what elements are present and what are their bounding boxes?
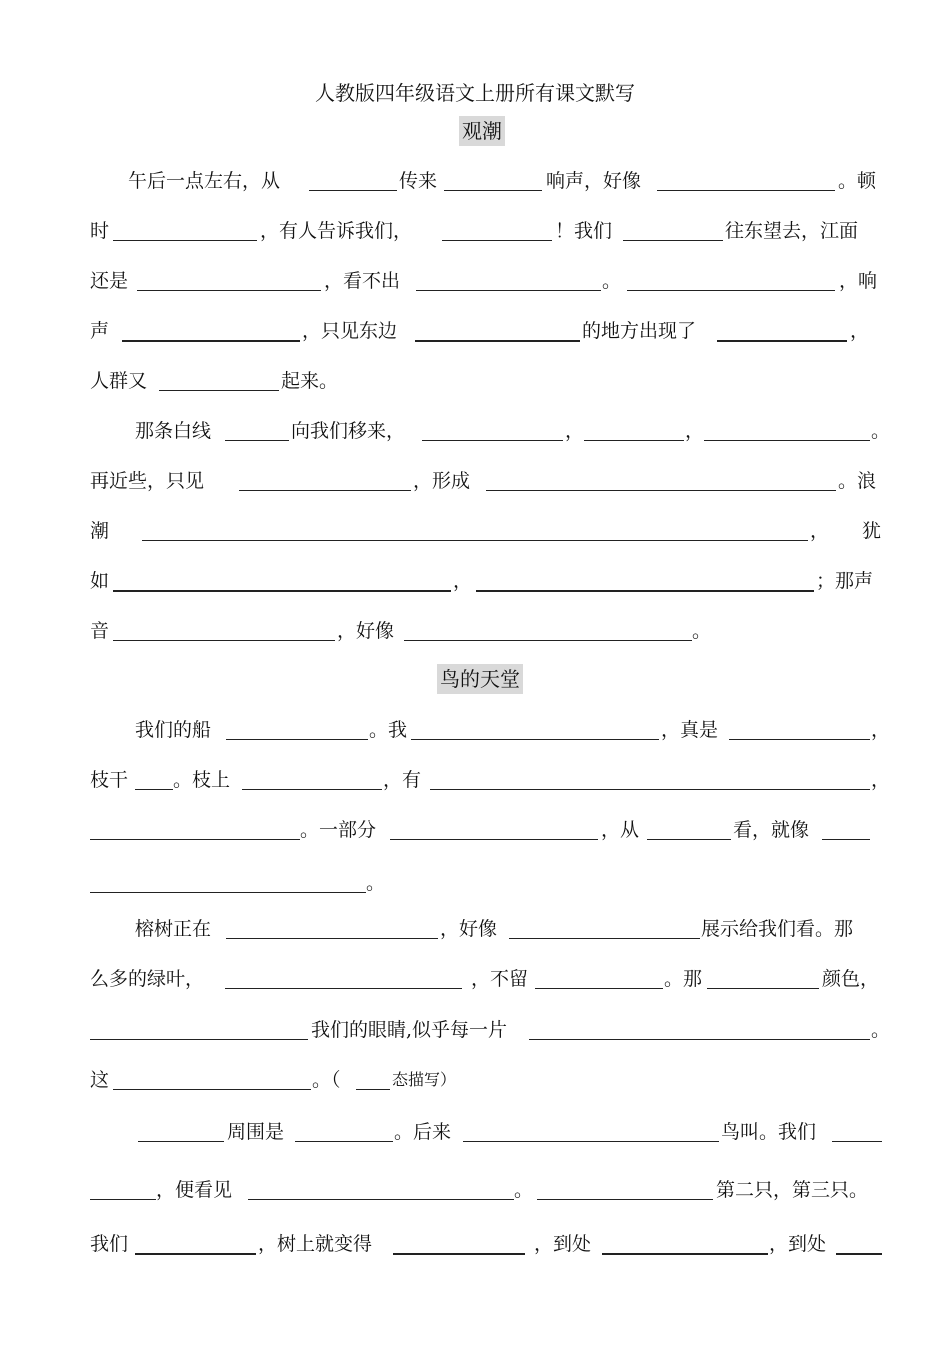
blank: [404, 640, 692, 641]
text-segment: 。: [602, 270, 622, 292]
blank: [717, 340, 847, 342]
text-segment: ，有人告诉我们，: [260, 220, 413, 242]
text-line: [0, 316, 950, 346]
blank: [226, 739, 368, 740]
text-segment: 这: [90, 1069, 110, 1091]
text-line: [0, 868, 950, 898]
text-segment: 。: [871, 1019, 891, 1041]
text-segment: ，有: [383, 769, 422, 791]
text-line: [0, 765, 950, 795]
text-segment: ，不留: [471, 968, 529, 990]
blank: [836, 1253, 882, 1255]
blank: [138, 1141, 224, 1142]
blank: [627, 290, 835, 291]
text-line: [0, 964, 950, 994]
text-segment: 。浪: [838, 470, 877, 492]
text-segment: 榕树正在: [135, 918, 212, 940]
text-line: [0, 266, 950, 296]
text-segment: 人群又: [90, 370, 148, 392]
text-segment: 。枝上: [173, 769, 231, 791]
text-segment: ，好像: [440, 918, 498, 940]
text-segment: ！我们: [555, 220, 613, 242]
blank: [122, 340, 300, 342]
blank: [159, 390, 279, 391]
text-line: [0, 715, 950, 745]
text-segment: 。顿: [838, 170, 877, 192]
text-segment: ，好像: [337, 620, 395, 642]
blank: [509, 938, 700, 939]
blank: [647, 839, 731, 840]
text-segment: 。（: [312, 1069, 341, 1091]
blank: [584, 440, 684, 441]
blank: [822, 839, 870, 840]
text-segment: ，只见东边: [302, 320, 398, 342]
text-line: [0, 166, 950, 196]
text-line: [0, 616, 950, 646]
text-segment: 传来: [399, 170, 438, 192]
text-segment: 鸟叫。我们: [721, 1121, 817, 1143]
blank: [248, 1199, 514, 1200]
blank: [537, 1199, 713, 1200]
text-segment: 么多的绿叶，: [90, 968, 205, 990]
blank: [444, 190, 542, 191]
blank: [113, 1089, 311, 1090]
blank: [832, 1141, 882, 1142]
text-segment: 音: [90, 620, 110, 642]
text-line: [0, 1015, 950, 1045]
text-line: [0, 914, 950, 944]
text-segment: 展示给我们看。那: [701, 918, 854, 940]
blank: [242, 789, 382, 790]
text-segment: 态描写）: [392, 1070, 457, 1089]
text-segment: ，: [850, 320, 870, 342]
text-segment: 响声，好像: [546, 170, 642, 192]
text-line: [0, 1065, 950, 1095]
blank: [90, 892, 366, 893]
text-line: [0, 566, 950, 596]
blank: [707, 988, 819, 989]
text-segment: ，形成: [413, 470, 471, 492]
text-segment: 起来。: [281, 370, 339, 392]
blank: [142, 540, 808, 541]
text-line: [0, 216, 950, 246]
blank: [226, 938, 438, 939]
blank: [113, 640, 335, 641]
blank: [309, 190, 397, 191]
text-segment: ，: [565, 420, 585, 442]
blank: [135, 1253, 256, 1255]
blank: [390, 839, 598, 840]
blank: [90, 1039, 308, 1040]
text-segment: ，便看见: [156, 1179, 233, 1201]
blank: [463, 1141, 719, 1142]
text-segment: 。我: [369, 719, 408, 741]
text-segment: 看，就像: [733, 819, 810, 841]
blank: [225, 440, 289, 441]
blank: [239, 490, 411, 491]
blank: [704, 440, 870, 441]
text-segment: 枝干: [90, 769, 129, 791]
text-segment: 。: [871, 420, 891, 442]
blank: [356, 1089, 390, 1090]
text-segment: ，真是: [661, 719, 719, 741]
text-segment: 还是: [90, 270, 129, 292]
blank: [225, 988, 462, 989]
text-line: [0, 366, 950, 396]
blank: [137, 290, 321, 291]
blank: [90, 839, 300, 840]
text-segment: 我们的眼睛,似乎每一片: [311, 1019, 508, 1041]
blank: [411, 739, 659, 740]
text-segment: 我们的船: [135, 719, 212, 741]
text-segment: 。一部分: [300, 819, 377, 841]
blank: [295, 1141, 393, 1142]
text-segment: ，树上就变得: [258, 1233, 373, 1255]
blank: [476, 590, 814, 592]
section-heading-guanchao: 观潮: [459, 116, 505, 146]
text-segment: 再近些，只见: [90, 470, 205, 492]
blank: [416, 290, 601, 291]
text-line: [0, 516, 950, 546]
text-segment: 的地方出现了: [582, 320, 697, 342]
blank: [486, 490, 836, 491]
text-segment: 。: [366, 872, 386, 894]
blank: [90, 1199, 156, 1200]
blank: [442, 240, 552, 241]
blank: [529, 1039, 870, 1040]
blank: [535, 988, 663, 989]
text-line: [0, 1175, 950, 1205]
text-segment: 。那: [664, 968, 703, 990]
blank: [623, 240, 723, 241]
text-segment: ，到处: [769, 1233, 827, 1255]
text-segment: 。: [514, 1179, 534, 1201]
blank: [113, 590, 451, 592]
text-line: [0, 1117, 950, 1147]
blank: [657, 190, 835, 191]
text-segment: 那条白线: [135, 420, 212, 442]
text-segment: 声: [90, 320, 110, 342]
text-segment: ，: [810, 520, 830, 542]
text-segment: 第二只，第三只。: [716, 1179, 869, 1201]
text-segment: 午后一点左右，从: [128, 170, 281, 192]
text-segment: 。后来: [394, 1121, 452, 1143]
text-segment: ，: [453, 570, 473, 592]
text-segment: 潮: [90, 520, 110, 542]
blank: [113, 240, 257, 241]
text-segment: 周围是: [227, 1121, 285, 1143]
text-segment: 犹: [862, 520, 882, 542]
section-heading-niao-de-tiantang: 鸟的天堂: [437, 664, 523, 694]
page-title: 人教版四年级语文上册所有课文默写: [315, 81, 635, 105]
text-line: [0, 1229, 950, 1259]
text-segment: 向我们移来，: [291, 420, 406, 442]
text-segment: ，: [685, 420, 705, 442]
text-line: [0, 815, 950, 845]
blank: [393, 1253, 525, 1255]
text-segment: ，: [871, 769, 891, 791]
text-segment: ，响: [839, 270, 878, 292]
text-segment: 我们: [90, 1233, 129, 1255]
text-segment: 颜色，: [822, 968, 880, 990]
text-segment: 。: [692, 620, 712, 642]
text-segment: ，到处: [534, 1233, 592, 1255]
blank: [729, 739, 870, 740]
text-segment: ，从: [601, 819, 640, 841]
text-segment: 如: [90, 570, 110, 592]
text-segment: ；那声: [816, 570, 874, 592]
text-segment: ，: [871, 719, 891, 741]
text-segment: 往东望去，江面: [725, 220, 859, 242]
text-line: [0, 416, 950, 446]
blank: [415, 340, 580, 342]
blank: [135, 789, 173, 790]
text-segment: 时: [90, 220, 110, 242]
blank: [602, 1253, 768, 1255]
text-line: [0, 466, 950, 496]
blank: [430, 789, 870, 790]
blank: [422, 440, 563, 441]
text-segment: ，看不出: [324, 270, 401, 292]
